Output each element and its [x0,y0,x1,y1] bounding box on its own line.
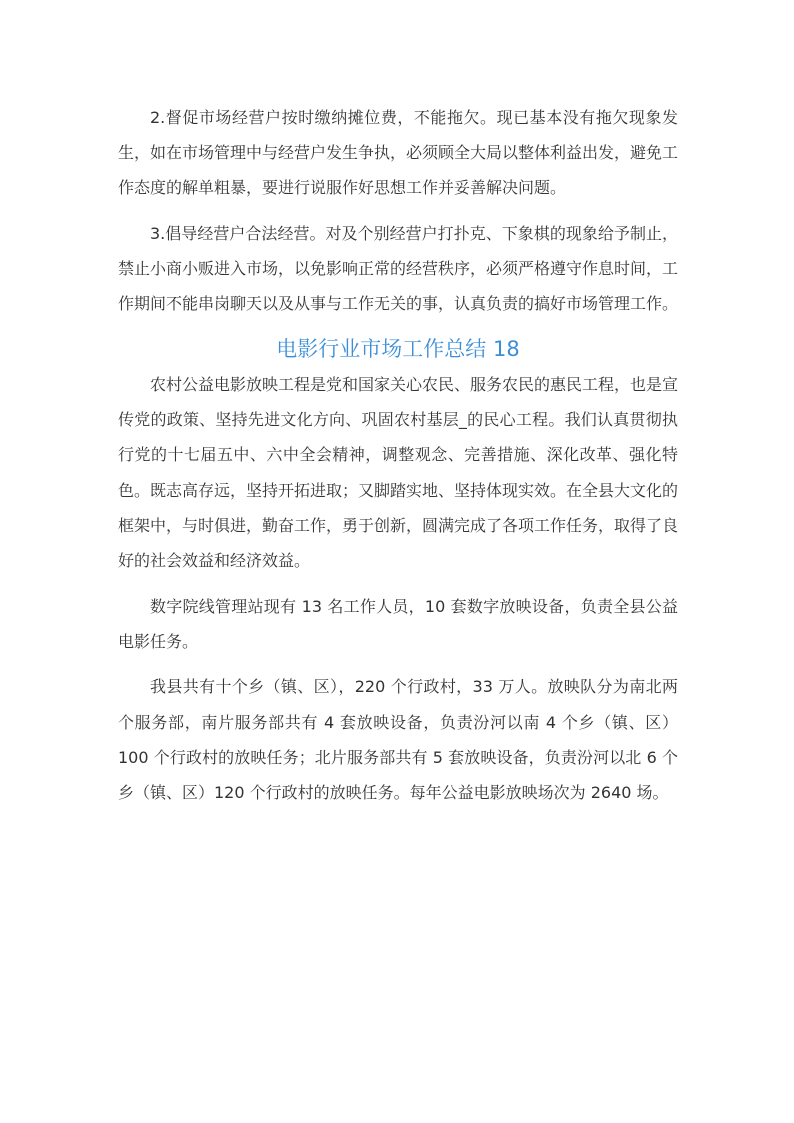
section-heading: 电影行业市场工作总结 18 [276,337,520,361]
paragraph-item-2: 2.督促市场经营户按时缴纳摊位费，不能拖欠。现已基本没有拖欠现象发生，如在市场管理中与经营户发生争执，必须顾全大局以整体利益出发，避免工作态度的解单粗暴，要进行说服作好思想工作并妥善解决问题。 [118,108,679,198]
paragraph-staff: 数字院线管理站现有 13 名工作人员，10 套数字放映设备，负责全县公益电影任务。 [118,596,678,651]
document-body [118,100,678,821]
paragraph-intro: 农村公益电影放映工程是党和国家关心农民、服务农民的惠民工程，也是宣传党的政策、坚持先进文化方向、巩固农村基层_的民心工程。我们认真贯彻执行党的十七届五中、六中全会精神，调整观念、完善措施、深化改革、强化特色。既志高存远，坚持开拓进取；又脚踏实地、坚持体现实效。在全县大文化的框架中，与时俱进，勤奋工作，勇于创新，圆满完成了各项工作任务，取得了良好的社会效益和经济效益。 [118,375,679,571]
paragraph-county-overview: 我县共有十个乡（镇、区），220 个行政村，33 万人。放映队分为南北两个服务部，南片服务部共有 4 套放映设备，负责汾河以南 4 个乡（镇、区）100 个行政村的放映任务；北片服务部共有 5 套放映设备，负责汾河以北 6 个乡（镇、区）120 个行政村的放映任务。每年公益电影放映场次为 2640 场。 [118,677,678,803]
paragraph-item-3: 3.倡导经营户合法经营。对及个别经营户打扑克、下象棋的现象给予制止，禁止小商小贩进入市场，以免影响正常的经营秩序，必须严格遵守作息时间，工作期间不能串岗聊天以及从事与工作无关的事，认真负责的搞好市场管理工作。 [118,224,679,314]
